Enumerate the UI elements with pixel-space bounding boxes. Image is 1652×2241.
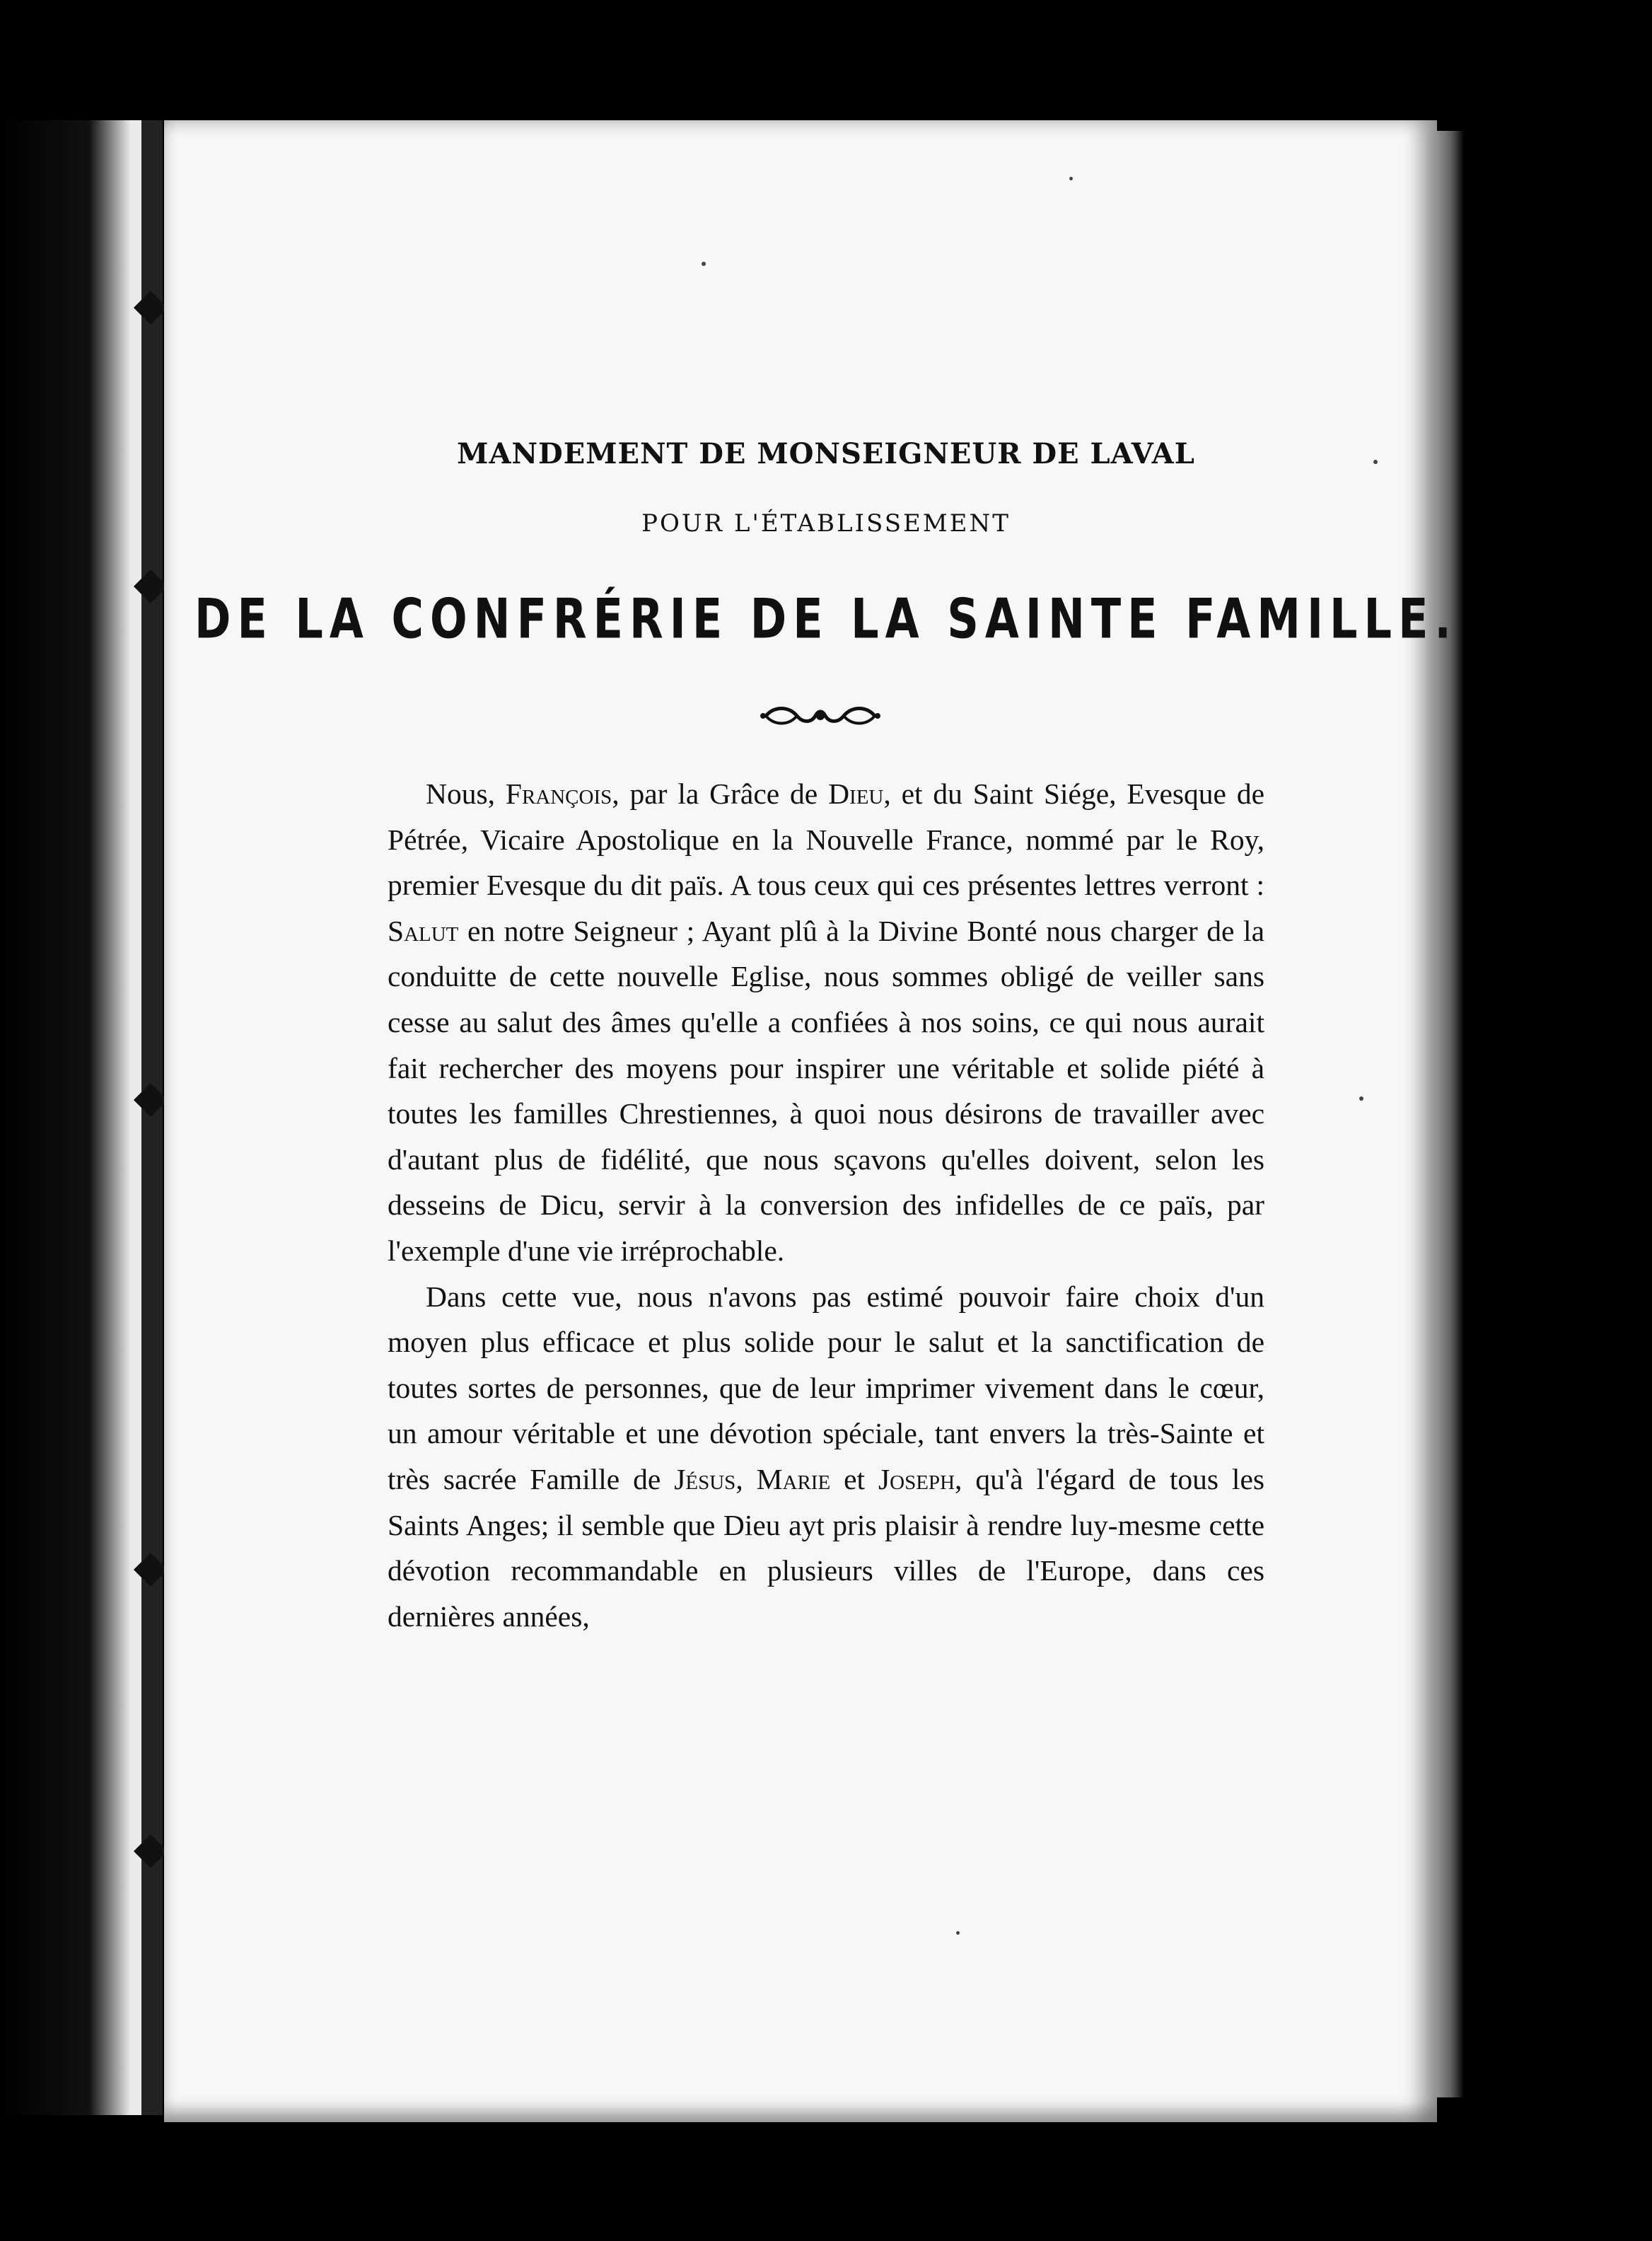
previous-page-edge [0,120,163,2115]
book-gutter [141,120,163,2115]
ornament-icon [760,700,880,731]
paragraph-1: Nous, François, par la Grâce de Dieu, et du Saint Siége, Evesque de Pétrée, Vicaire Apostolique en la Nouvelle France, nommé par le Roy, premier Evesque du dit païs. A tous ceux qui ces présentes lettres verront : Salut en notre Seigneur ; Ayant plû à la Divine Bonté nous charger de la conduitte de cette nouvelle Eglise, nous sommes obligé de veiller sans cesse au salut des âmes qu'elle a confiées à nos soins, ce qui nous aurait fait rechercher des moyens pour inspirer une véritable et solide piété à toutes les familles Chrestiennes, à quoi nous désirons de travailler avec d'autant plus de fidélité, que nous sçavons qu'elles doivent, selon les desseins de Dicu, servir à la conversion des infidelles de ce païs, par l'exemple d'une vie irréprochable. [388,777,1264,1267]
title-line-1: MANDEMENT DE MONSEIGNEUR DE LAVAL [457,437,1195,470]
mandement-text [388,771,1264,1639]
paragraph-2: Dans cette vue, nous n'avons pas estimé pouvoir faire choix d'un moyen plus efficace et plus solide pour le salut et la sanctification de toutes sortes de personnes, que de leur imprimer vivement dans le cœur, un amour véritable et une dévotion spéciale, tant envers la très-Sainte et très sacrée Famille de Jésus, Marie et Joseph, qu'à l'égard de tous les Saints Anges; il semble que Dieu ayt pris plaisir à rendre luy-mesme cette dévotion recommandable en plusieurs villes de l'Europe, dans ces dernières années, [388,1280,1265,1633]
title-line-2: POUR L'ÉTABLISSEMENT [641,509,1011,538]
title-line-3: DE LA CONFRÉRIE DE LA SAINTE FAMILLE. [194,586,1458,652]
